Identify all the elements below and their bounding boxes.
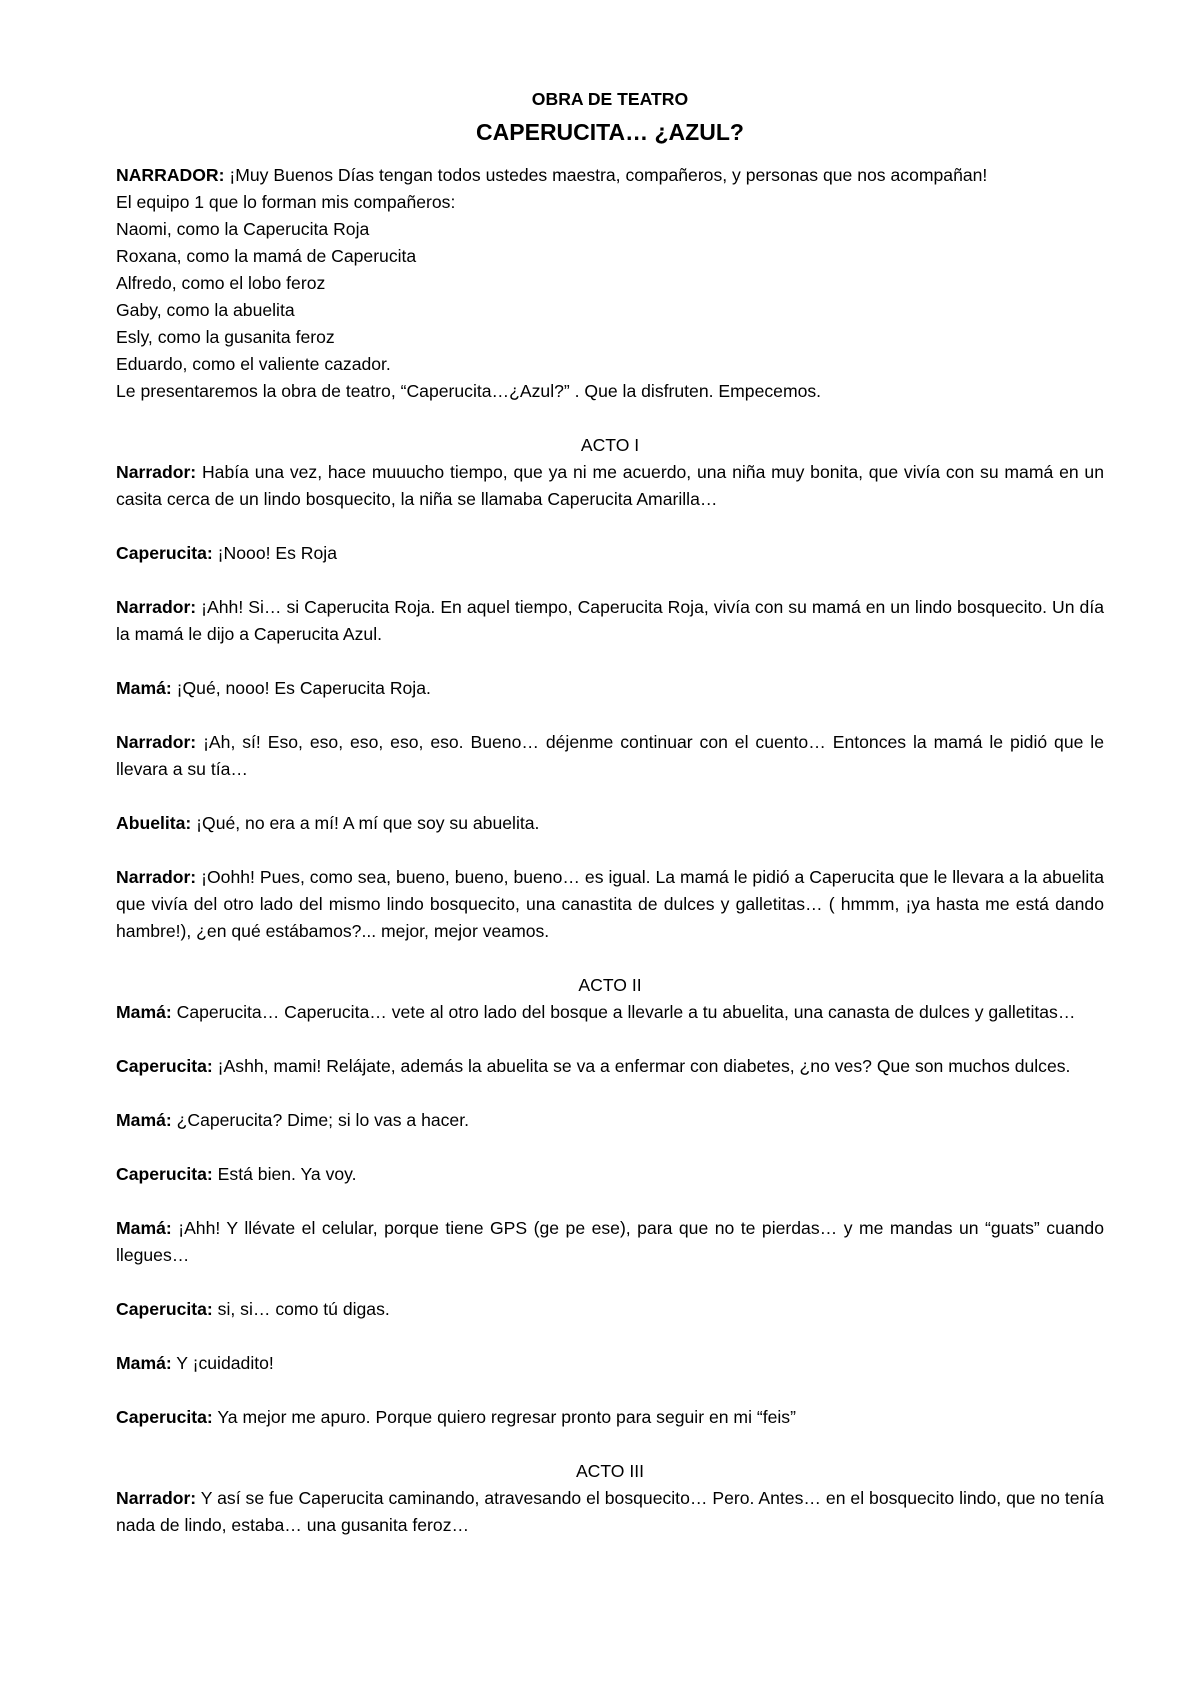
speaker-label: Caperucita:	[116, 1056, 213, 1076]
speaker-label: Caperucita:	[116, 543, 213, 563]
dialogue-text: si, si… como tú digas.	[212, 1299, 390, 1319]
dialogue-paragraph	[116, 540, 1104, 567]
dialogue-paragraph	[116, 1107, 1104, 1134]
dialogue-paragraph	[116, 810, 1104, 837]
speaker-label: Caperucita:	[116, 1407, 213, 1427]
act-heading: ACTO I	[580, 435, 640, 455]
dialogue-paragraph	[116, 1485, 1104, 1539]
speaker-label: Caperucita:	[116, 1164, 213, 1184]
speaker-label: Narrador:	[116, 732, 197, 752]
dialogue-paragraph	[116, 1161, 1104, 1188]
dialogue-text: ¡Ashh, mami! Relájate, además la abuelita se va a enfermar con diabetes, ¿no ves? Que son muchos dulces.	[212, 1056, 1071, 1076]
dialogue-paragraph	[116, 594, 1104, 648]
speaker-label: Caperucita:	[116, 1299, 213, 1319]
act-heading: ACTO III	[575, 1461, 645, 1481]
dialogue-text: Había una vez, hace muuucho tiempo, que ya ni me acuerdo, una niña muy bonita, que vivía con su mamá en un casita cerca de un lindo bosquecito, la niña se llamaba Caperucita Amarilla…	[116, 462, 1104, 509]
speaker-label: Narrador:	[116, 597, 197, 617]
dialogue-paragraph	[116, 1215, 1104, 1269]
dialogue-paragraph	[116, 1296, 1104, 1323]
speaker-label: Abuelita:	[116, 813, 192, 833]
dialogue-text: ¡Qué, no era a mí! A mí que soy su abuelita.	[191, 813, 540, 833]
speaker-label: Mamá:	[116, 1110, 172, 1130]
dialogue-text: ¡Nooo! Es Roja	[212, 543, 337, 563]
dialogue-paragraph	[116, 675, 1104, 702]
dialogue-paragraph	[116, 729, 1104, 783]
document-kicker: OBRA DE TEATRO	[531, 89, 689, 109]
cast-line-eduardo: Eduardo, como el valiente cazador.	[116, 354, 391, 374]
dialogue-text: Está bien. Ya voy.	[212, 1164, 357, 1184]
dialogue-paragraph	[116, 864, 1104, 945]
cast-line-naomi: Naomi, como la Caperucita Roja	[116, 219, 370, 239]
dialogue-text: Ya mejor me apuro. Porque quiero regresar pronto para seguir en mi “feis”	[212, 1407, 796, 1427]
cast-line-alfredo: Alfredo, como el lobo feroz	[116, 273, 326, 293]
cast-line-esly: Esly, como la gusanita feroz	[116, 327, 335, 347]
dialogue-text: ¡Ahh! Si… si Caperucita Roja. En aquel tiempo, Caperucita Roja, vivía con su mamá en un lindo bosquecito. Un día la mamá le dijo a Caperucita Azul.	[116, 597, 1104, 644]
dialogue-text: ¿Caperucita? Dime; si lo vas a hacer.	[171, 1110, 469, 1130]
cast-line-gaby: Gaby, como la abuelita	[116, 300, 295, 320]
speaker-label: Narrador:	[116, 1488, 197, 1508]
speaker-label: Mamá:	[116, 678, 172, 698]
dialogue-text: ¡Qué, nooo! Es Caperucita Roja.	[171, 678, 431, 698]
act-heading: ACTO II	[578, 975, 642, 995]
dialogue-paragraph	[116, 1404, 1104, 1431]
dialogue-text: ¡Oohh! Pues, como sea, bueno, bueno, bueno… es igual. La mamá le pidió a Caperucita que le llevara a la abuelita que vivía del otro lado del mismo lindo bosquecito, una canastita de dulces y galletitas… ( hmmm, ¡ya hasta me está dando hambre!), ¿en qué estábamos?... mejor, mejor veamos.	[116, 867, 1104, 941]
dialogue-text: ¡Muy Buenos Días tengan todos ustedes maestra, compañeros, y personas que nos acompañan!	[224, 165, 988, 185]
dialogue-paragraph	[116, 459, 1104, 513]
dialogue-text: ¡Ahh! Y llévate el celular, porque tiene GPS (ge pe ese), para que no te pierdas… y me mandas un “guats” cuando llegues…	[116, 1218, 1104, 1265]
speaker-label: Narrador:	[116, 462, 197, 482]
speaker-label: Narrador:	[116, 867, 197, 887]
intro-closing-line: Le presentaremos la obra de teatro, “Caperucita…¿Azul?” . Que la disfruten. Empecemos.	[116, 381, 822, 401]
speaker-label: Mamá:	[116, 1218, 172, 1238]
cast-line-roxana: Roxana, como la mamá de Caperucita	[116, 246, 417, 266]
speaker-label: NARRADOR:	[116, 165, 225, 185]
dialogue-paragraph	[116, 1350, 1104, 1377]
intro-paragraph	[116, 162, 1104, 189]
dialogue-text: Y ¡cuidadito!	[171, 1353, 274, 1373]
speaker-label: Mamá:	[116, 1002, 172, 1022]
dialogue-paragraph	[116, 1053, 1104, 1080]
dialogue-text: ¡Ah, sí! Eso, eso, eso, eso, eso. Bueno… déjenme continuar con el cuento… Entonces la mamá le pidió que le llevara a su tía…	[116, 732, 1104, 779]
document-page	[116, 84, 1104, 1539]
document-title: CAPERUCITA… ¿AZUL?	[476, 119, 744, 145]
speaker-label: Mamá:	[116, 1353, 172, 1373]
dialogue-text: Y así se fue Caperucita caminando, atravesando el bosquecito… Pero. Antes… en el bosquecito lindo, que no tenía nada de lindo, estaba… una gusanita feroz…	[116, 1488, 1104, 1535]
dialogue-paragraph	[116, 999, 1104, 1026]
intro-line: El equipo 1 que lo forman mis compañeros:	[116, 192, 456, 212]
dialogue-text: Caperucita… Caperucita… vete al otro lado del bosque a llevarle a tu abuelita, una canasta de dulces y galletitas…	[171, 1002, 1076, 1022]
